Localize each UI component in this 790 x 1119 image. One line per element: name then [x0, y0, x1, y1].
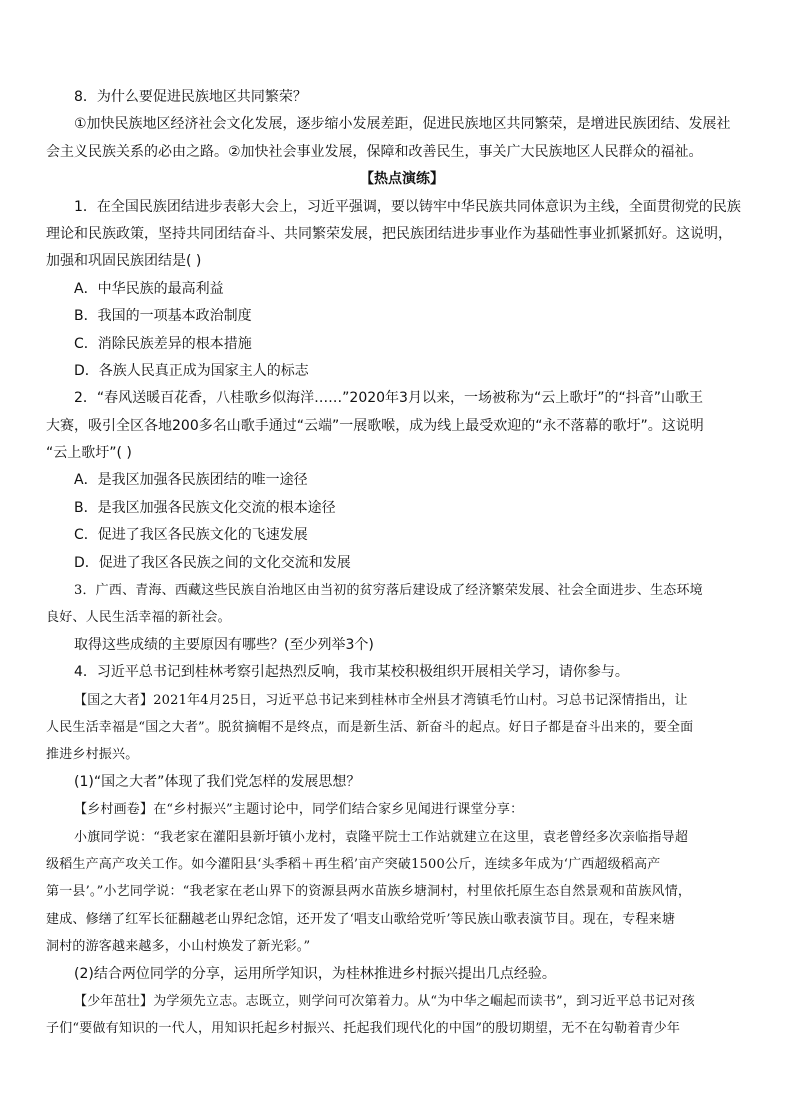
text-line: 【国之大者】2021年4月25日，习近平总书记来到桂林市全州县才湾镇毛竹山村。习总书记深情指出，让: [74, 692, 688, 708]
text-line: B．是我区加强各民族文化交流的根本途径: [74, 499, 336, 516]
document-body: [46, 84, 758, 1043]
text-line: ①加快民族地区经济社会文化发展，逐步缩小发展差距，促进民族地区共同繁荣，是增进民族团结、发展社: [74, 116, 731, 133]
text-line: 4．习近平总书记到桂林考察引起热烈反响，我市某校积极组织开展相关学习，请你参与。: [74, 664, 629, 681]
text-line: 2．“春风送暖百花香，八桂歌乡似海洋……”2020年3月以来，一场被称为“云上歌圩”的“抖音”山歌王: [74, 390, 703, 407]
text-line: 会主义民族关系的必由之路。②加快社会事业发展，保障和改善民生，事关广大民族地区人民群众的福祉。: [46, 143, 703, 160]
text-line: C．促进了我区各民族文化的飞速发展: [74, 527, 308, 544]
text-line: (1)“国之大者”体现了我们党怎样的发展思想？: [74, 773, 361, 790]
text-line: 8．为什么要促进民族地区共同繁荣？: [74, 89, 307, 105]
text-line: 建成、修缮了红军长征翻越老山界纪念馆，还开发了‘唱支山歌给党听’等民族山歌表演节目。现在，专程来塘: [46, 911, 676, 927]
text-line: (2)结合两位同学的分享，运用所学知识，为桂林推进乡村振兴提出几点经验。: [74, 965, 556, 982]
text-line: 人民生活幸福是“国之大者”。脱贫摘帽不是终点，而是新生活、新奋斗的起点。好日子都是奋斗出来的，要全面: [46, 719, 694, 735]
text-line: 3．广西、青海、西藏这些民族自治地区由当初的贫穷落后建设成了经济繁荣发展、社会全面进步、生态环境: [74, 583, 703, 599]
text-line: 【乡村画卷】在“乡村振兴”主题讨论中，同学们结合家乡见闻进行课堂分享：: [74, 802, 524, 818]
text-line: 洞村的游客越来越多，小山村焕发了新光彩。”: [46, 939, 311, 955]
text-line: 小旗同学说：“我老家在灌阳县新圩镇小龙村，袁隆平院士工作站就建立在这里，袁老曾经多次亲临指导超: [74, 829, 689, 845]
text-line: “云上歌圩”( ): [46, 445, 132, 462]
text-line: A．中华民族的最高利益: [74, 280, 224, 297]
text-line: 子们“要做有知识的一代人，用知识托起乡村振兴、托起我们现代化的中国”的殷切期望，无不在勾勒着青少年: [46, 1021, 681, 1037]
text-line: A．是我区加强各民族团结的唯一途径: [74, 472, 308, 489]
text-line: D．各族人民真正成为国家主人的标志: [74, 362, 309, 379]
text-line: 大赛，吸引全区各地200多名山歌手通过“云端”一展歌喉，成为线上最受欢迎的“永不落幕的歌圩”。这说明: [46, 417, 704, 434]
text-line: 取得这些成绩的主要原因有哪些？(至少列举3个): [74, 636, 374, 653]
section-heading: 【热点演练】: [360, 171, 444, 188]
text-line: C．消除民族差异的根本措施: [74, 335, 252, 352]
text-line: 【少年茁壮】为学须先立志。志既立，则学问可次第着力。从“为中华之崛起而读书”，到习近平总书记对孩: [74, 993, 695, 1009]
text-line: 1．在全国民族团结进步表彰大会上，习近平强调，要以铸牢中华民族共同体意识为主线，全面贯彻党的民族: [74, 198, 741, 215]
text-line: 级稻生产高产攻关工作。如今灌阳县‘头季稻＋再生稻’亩产突破1500公斤，连续多年成为‘广西超级稻高产: [46, 856, 661, 872]
text-line: 理论和民族政策，坚持共同团结奋斗、共同繁荣发展，把民族团结进步事业作为基础性事业抓紧抓好。这说明，: [46, 225, 732, 242]
text-line: D．促进了我区各民族之间的文化交流和发展: [74, 554, 351, 571]
text-line: 加强和巩固民族团结是( ): [46, 253, 202, 270]
text-line: 第一县’。”小艺同学说：“我老家在老山界下的资源县两水苗族乡塘洞村，村里依托原生态自然景观和苗族风情，: [46, 884, 692, 900]
text-line: 良好、人民生活幸福的新社会。: [46, 610, 231, 626]
text-line: 推进乡村振兴。: [46, 747, 139, 763]
text-line: B．我国的一项基本政治制度: [74, 308, 252, 325]
